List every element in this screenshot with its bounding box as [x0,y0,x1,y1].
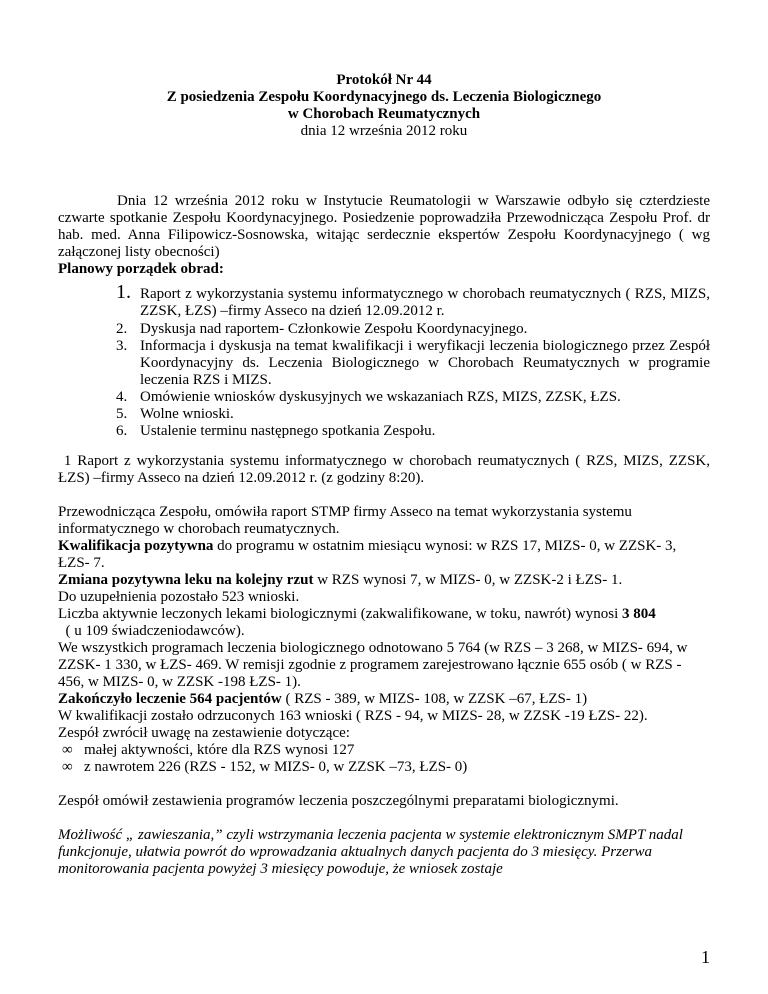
programs-paragraph: Zespół omówił zestawienia programów leczenia poszczególnymi preparatami biologicznymi. [58,793,619,809]
agenda-item-text: Informacja i dyskusja na temat kwalifikacji i weryfikacji leczenia biologicznego przez Zespół Koordynacyjny ds. Leczenia Biologicznego w Chorobach Reumatycznych w programie leczenia RZS i MIZS. [140,338,710,388]
bullet-text: małej aktywności, które dla RZS wynosi 127 [84,742,355,758]
active-treated-label: Liczba aktywnie leczonych lekami biologicznymi (zakwalifikowane, w toku, nawrót) wynosi [58,606,622,622]
agenda-item-text: Raport z wykorzystania systemu informatycznego w chorobach reumatycznych ( RZS, MIZS, ZZSK, ŁZS) –firmy Asseco na dzień 12.09.2012 r. [140,286,710,319]
qualification-values: do programu w ostatnim miesiącu wynosi: w RZS 17, MIZS- 0, w ZZSK- 3, ŁZS- 7. [58,538,677,571]
protocol-number: Protokół Nr 44 [336,72,432,88]
agenda-heading: Planowy porządek obrad: [58,261,224,277]
all-programs-line: We wszystkich programach leczenia biologicznego odnotowano 5 764 (w RZS – 3 268, w MIZS- 694, w ZZSK- 1 330, w ŁZS- 469. W remisji zgodnie z programem zarejestrowano łącznie 655 osób ( w RZS - 456, w MIZS- 0, w ZZSK -198 ŁZS- 1). [58,640,688,690]
agenda-item [58,406,710,423]
page-number: 1 [701,947,710,967]
agenda-item-number: 3. [116,338,128,354]
bullet-text: z nawrotem 226 (RZS - 152, w MIZS- 0, w ZZSK –73, ŁZS- 0) [84,759,468,775]
agenda-item [58,389,710,406]
agenda-list [58,281,710,440]
agenda-item-text: Ustalenie terminu następnego spotkania Zespołu. [140,423,436,439]
drug-change-label: Zmiana pozytywna leku na kolejny rzut [58,572,314,588]
agenda-item-number: 6. [116,423,128,439]
drug-change-line [58,572,710,589]
section-1-heading: 1 Raport z wykorzystania systemu informatycznego w chorobach reumatycznych ( RZS, MIZS, ZZSK, ŁZS) –firmy Asseco na dzień 12.09.2012 r. (z godziny 8:20). [58,453,714,486]
finished-line [58,691,710,708]
agenda-item-text: Dyskusja nad raportem- Członkowie Zespołu Koordynacyjnego. [140,321,528,337]
bullet-item [58,742,710,759]
qualification-line [58,538,710,572]
agenda-item-number: 2. [116,321,128,337]
agenda-item [58,321,710,338]
drug-change-values: w RZS wynosi 7, w MIZS- 0, w ZZSK-2 i ŁZS- 1. [313,572,623,588]
meeting-date: dnia 12 września 2012 roku [300,123,468,139]
infinity-bullet-icon: ∞ [62,759,73,775]
active-treated-line [58,606,710,640]
agenda-item [58,423,710,440]
document-page [58,72,714,878]
report-summary [58,504,710,776]
rejected-line: W kwalifikacji zostało odrzuconych 163 wnioski ( RZS - 94, w MIZS- 28, w ZZSK -19 ŁZS- 22). [58,708,648,724]
report-intro: Przewodnicząca Zespołu, omówiła raport STMP firmy Asseco na temat wykorzystania systemu informatycznego w chorobach reumatycznych. [58,504,632,537]
active-treated-count: 3 804 [622,606,656,622]
qualification-label: Kwalifikacja pozytywna [58,538,214,554]
pending-line: Do uzupełnienia pozostało 523 wnioski. [58,589,300,605]
agenda-item-number: 4. [116,389,128,405]
agenda-item-number: 5. [116,406,128,422]
active-treated-providers: ( u 109 świadczeniodawców). [58,623,245,639]
agenda-item-number: 1. [116,281,131,303]
meeting-title: Z posiedzenia Zespołu Koordynacyjnego ds. Leczenia Biologicznego [166,89,602,105]
attention-line: Zespół zwrócił uwagę na zestawienie dotyczące: [58,725,350,741]
intro-paragraph: Dnia 12 września 2012 roku w Instytucie Reumatologii w Warszawie odbyło się czterdzieste czwarte spotkanie Zespołu Koordynacyjnego. Posiedzenie poprowadziła Przewodnicząca Zespołu Prof. dr hab. med. Anna Filipowicz-Sosnowska, witając serdecznie ekspertów Zespołu Koordynacyjnego ( wg załączonej listy obecności) [58,193,710,260]
infinity-bullet-icon: ∞ [62,742,73,758]
agenda-item [58,281,710,320]
finished-values: ( RZS - 389, w MIZS- 108, w ZZSK –67, ŁZS- 1) [281,691,588,707]
agenda-item-text: Wolne wnioski. [140,406,234,422]
agenda-item-text: Omówienie wniosków dyskusyjnych we wskazaniach RZS, MIZS, ZZSK, ŁZS. [140,389,621,405]
finished-label: Zakończyło leczenie 564 pacjentów [58,691,282,707]
suspension-paragraph: Możliwość „ zawieszania,” czyli wstrzymania leczenia pacjenta w systemie elektronicznym SMPT nadal funkcjonuje, ułatwia powrót do wprowadzania aktualnych danych pacjenta do 3 miesięcy. Przerwa monitorowania pacjenta powyżej 3 miesięcy powoduje, że wniosek zostaje [58,827,683,877]
agenda-item [58,338,710,389]
meeting-subtitle: w Chorobach Reumatycznych [287,106,481,122]
bullet-item [58,759,710,776]
